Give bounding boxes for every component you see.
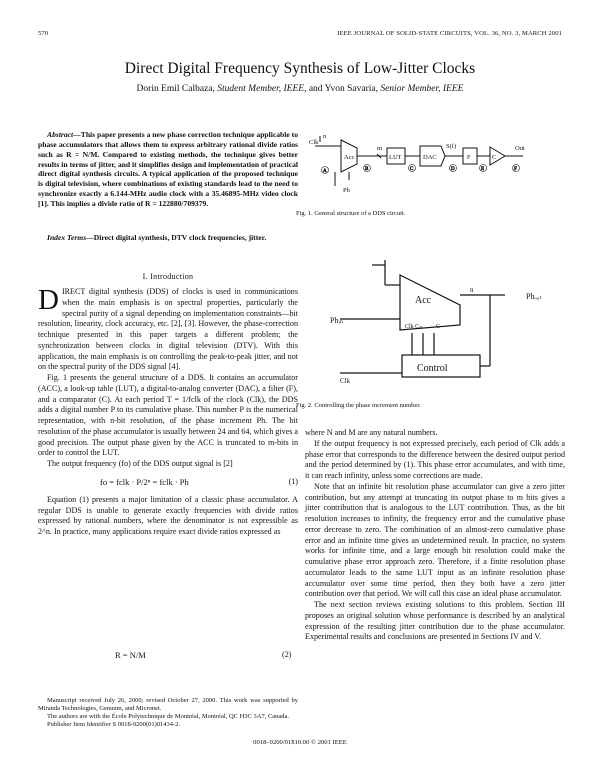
figure-1-diagram	[305, 128, 565, 198]
fig1-sf-label: S(f)	[446, 143, 457, 150]
fig1-circle-label: D	[451, 167, 455, 172]
fig2-n-label: n	[470, 286, 474, 294]
fig1-dac-label: DAC	[423, 154, 437, 161]
fig2-clk-label: Clk	[340, 377, 351, 385]
intro-paragraph-2: Fig. 1 presents the general structure of a DDS. It contains an accumulator (ACC), a look-up table (LUT), a digital-to-analog converter (DAC), a filter (F), and a comparator (C). At each period T = 1/fclk of the clock (Clk), the DDS adds a digital number P to its cumulative phase. This number P is the numerical representation, with n-bit resolution, of the phase increment Ph. The bit resolution of the phase accumulator is usually between 24 and 64, which gives a good precision. The output phase given by the ACC is truncated to m-bits in order to control the LUT.	[38, 373, 298, 458]
footnote-line-3: Publisher Item Identifier S 0018-9200(01)01434-2.	[47, 721, 181, 729]
copyright-footer: 0018–9200/01$10.00 © 2001 IEEE	[253, 739, 347, 746]
equation-1: fo = fclk · P/2ⁿ = fclk · Ph	[100, 476, 189, 487]
figure-2-diagram	[330, 255, 560, 390]
right-paragraph-3: Note that an infinite bit resolution phase accumulator can give a zero jitter contribution, but any attempt at truncating its output phase to m bits gives a jitter contribution that is analogous to the LUT contribution. Thus, as the bit resolution increases to infinity, the frequency error and the cumulative phase error decrease to zero. The combination of an almost-zero cumulative phase error and an infinite time gives an undetermined result. In practice, no system works for infinite time, and a large enough bit resolution could make the cumulative phase error approach zero. Therefore, if a finite resolution phase accumulator leads to the same LUT input as an infinite resolution phase accumulator over some time period, then they both have a zero jitter contribution over that period. We will call this case an ideal phase accumulator.	[305, 481, 565, 599]
fig2-phout-label: Phₒᵤₜ	[526, 292, 542, 301]
index-terms	[38, 233, 298, 243]
equation-2-number: (2)	[282, 650, 292, 659]
fig1-comparator-label: C	[492, 154, 497, 161]
intro-paragraph-4: Equation (1) presents a major limitation of a classic phase accumulator. A regular DDS is unable to generate exactly frequencies with divide ratios expressed by rational numbers, where the denominator is not expressible as 2^n. In practice, many applications require exact divide ratios expressed as	[38, 494, 298, 536]
fig2-control-label: Control	[417, 363, 448, 374]
journal-header: IEEE JOURNAL OF SOLID-STATE CIRCUITS, VOL. 36, NO. 3, MARCH 2001	[337, 30, 562, 37]
abstract-label: Abstract	[47, 130, 74, 139]
fig1-circle-label: A	[323, 169, 327, 174]
equation-1-number: (1)	[288, 476, 298, 486]
page-number: 570	[38, 30, 49, 37]
right-column-text	[305, 428, 565, 643]
authors	[0, 84, 600, 94]
right-paragraph-2: If the output frequency is not expressed precisely, each period of Clk adds a phase error that corresponds to the difference between the desired output period and the period determined by (1). This phase error accumulates, and with time, it can reach infinity, unless some corrections are made.	[305, 438, 565, 480]
fig1-circle-label: B	[365, 167, 369, 172]
index-terms-label: Index Terms	[47, 233, 87, 242]
fig2-c-label: C	[436, 324, 441, 330]
right-paragraph-4: The next section reviews existing solutions to this problem. Section III proposes an original solution whose performance is described by an analytical expression of the resulting jitter contribution due to the phase accumulator. Experimental results and conclusions are presented in Sections IV and V.	[305, 600, 565, 642]
footnote	[38, 697, 298, 729]
footnote-line-1: Manuscript received July 26, 2000; revised October 27, 2000. This work was supported by Miranda Technologies, Genuum, and Micronet.	[38, 697, 298, 713]
fig1-m-label: m	[377, 145, 383, 152]
abstract	[38, 130, 298, 209]
paper-title: Direct Digital Frequency Synthesis of Low-Jitter Clocks	[124, 60, 476, 77]
fig1-acc-label: Acc	[344, 154, 355, 161]
intro-paragraph-1: IRECT digital synthesis (DDS) of clocks is used in communications when the main emphasis is on spectral properties, particularly the spectral purity of a signal depending on implementation constraints—bit resolution, linearity, clock accuracy, etc. [2], [3]. However, the phase-correction technique presented in this paper targets a different problem; the synchronization between clocks in digital television (DTV). With this application, the main emphasis is on controlling the peak-to-peak jitter, and not on the spectral purity of the DDS signal [4].	[38, 287, 298, 372]
fig1-n-label: n	[323, 133, 327, 140]
drop-cap: D	[38, 284, 59, 316]
footnote-line-2: The authors are with the École Polytechnique de Montréal, Montréal, QC H3C 3A7, Canada.	[47, 713, 290, 721]
fig1-circle-label: E	[481, 167, 485, 172]
introduction	[38, 284, 298, 538]
author-2: and Yvon Savaria,	[306, 84, 381, 94]
fig2-acc-label: Acc	[415, 295, 432, 306]
index-terms-body: —Direct digital synthesis, DTV clock frequencies, jitter.	[86, 233, 267, 242]
fig1-clk-label: Clk	[309, 139, 319, 146]
fig2-phin-label: Phᵢₙ	[330, 316, 344, 325]
figure-2-caption: Fig. 2. Controlling the phase increment number.	[296, 402, 421, 409]
fig1-ph-label: Ph	[343, 187, 350, 194]
abstract-body: —This paper presents a new phase correction technique applicable to phase accumulators that allows them to express arbitrary rational divide ratios such as R = N/M. Compared to existing methods, the technique gives better results in terms of jitter, and it simplifies design and implementation of practical direct digital synthesis circuits. A typical application of the proposed technique is digital television, where combinations of existing standards lead to the need to synchronize exactly a 6.144-MHz audio clock with a 35.46895-MHz video clock [1]. This implies a divide ratio of R = 122880/709379.	[38, 130, 298, 208]
author-1: Dorin Emil Calbaza,	[136, 84, 218, 94]
author-1-role: Student Member, IEEE,	[217, 84, 307, 94]
equation-2: R = N/M	[115, 650, 146, 660]
author-2-role: Senior Member, IEEE	[380, 84, 464, 94]
fig1-filter-label: F	[467, 154, 471, 161]
section-heading: I. Introduction	[142, 272, 194, 281]
fig1-circle-label: C	[410, 167, 414, 172]
fig1-out-label: Out	[515, 145, 525, 152]
right-paragraph-1: where N and M are any natural numbers.	[305, 428, 438, 437]
intro-paragraph-3: The output frequency (fo) of the DDS output signal is [2]	[47, 459, 233, 468]
fig1-lut-label: LUT	[389, 154, 402, 161]
figure-1-caption: Fig. 1. General structure of a DDS circuit.	[296, 210, 406, 217]
fig2-ports-label: Clk Cᵢₙ	[405, 324, 423, 330]
fig1-circle-label: F	[514, 167, 517, 172]
